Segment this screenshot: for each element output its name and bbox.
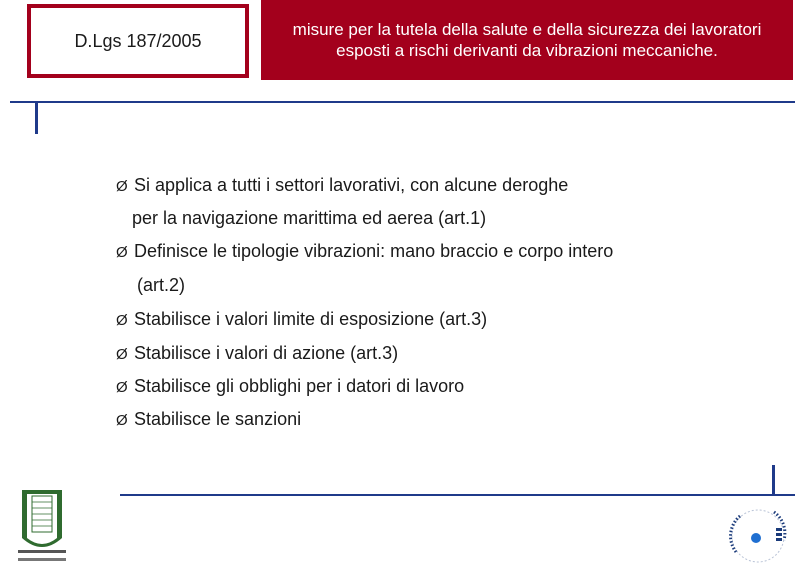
bullet-item [116, 174, 568, 198]
bottom-divider [120, 494, 795, 496]
bullet-arrow-icon: Ø [116, 379, 128, 396]
bullet-arrow-icon: Ø [116, 412, 128, 429]
bullet-text: per la navigazione marittima ed aerea (art.1) [132, 208, 487, 228]
bullet-rest: (art.3) [345, 343, 399, 363]
law-code: D.Lgs 187/2005 [74, 30, 202, 51]
bullet-arrow-icon: Ø [116, 178, 128, 195]
bullet-rest: (art.3) [434, 309, 488, 329]
bullet-item-continuation [137, 274, 185, 296]
bullet-text: Stabilisce gli obblighi per i datori di lavoro [134, 376, 465, 396]
bottom-divider-tick [772, 465, 775, 496]
bullet-rest: mano braccio e corpo intero [385, 241, 614, 261]
bullet-arrow-icon: Ø [116, 244, 128, 261]
bullet-item [116, 375, 464, 399]
bullet-arrow-icon: Ø [116, 346, 128, 363]
bullet-text: Si applica a tutti i settori lavorativi, con alcune deroghe [134, 175, 569, 195]
institute-seal-icon [720, 500, 796, 568]
top-divider [10, 101, 795, 103]
bullet-lead: Stabilisce i valori limite di esposizione [134, 309, 435, 329]
slide-title-text: misure per la tutela della salute e della sicurezza dei lavoratori esposti a rischi derivanti da vibrazioni meccaniche. [292, 20, 762, 60]
bullet-text: Stabilisce le sanzioni [134, 409, 302, 429]
bullet-text: (art.2) [137, 275, 186, 295]
top-divider-tick [35, 101, 38, 134]
slide-title [261, 0, 793, 80]
bullet-item-continuation [132, 207, 486, 229]
bullet-item [116, 342, 398, 366]
bullet-item [116, 308, 487, 332]
university-logo-icon [18, 488, 66, 566]
bullet-lead: Definisce le tipologie vibrazioni: [134, 241, 386, 261]
bullet-lead: Stabilisce i valori di azione [134, 343, 346, 363]
bullet-item [116, 240, 613, 264]
law-code-box [27, 4, 249, 78]
bullet-item [116, 408, 301, 432]
bullet-arrow-icon: Ø [116, 312, 128, 329]
